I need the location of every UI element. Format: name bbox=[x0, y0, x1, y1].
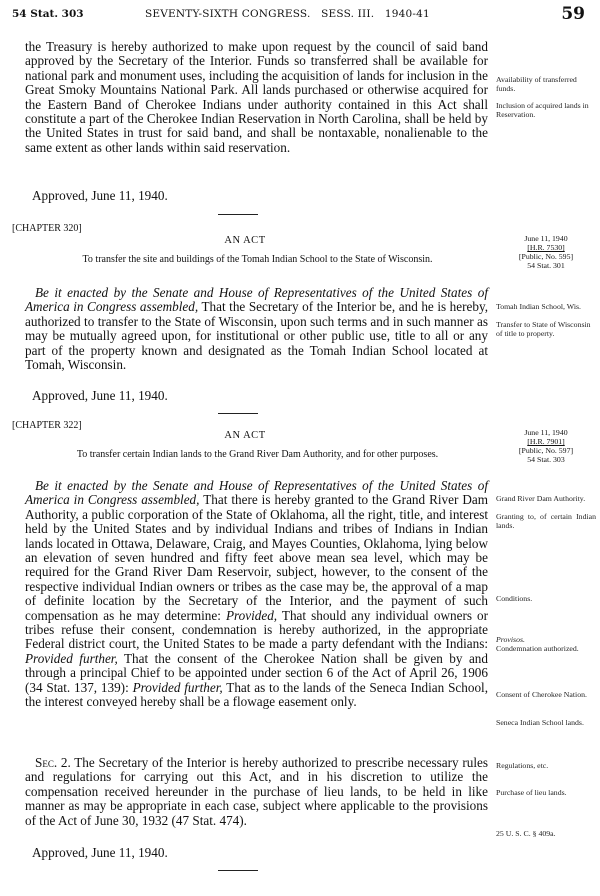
proviso-provided: Provided, bbox=[225, 607, 278, 623]
chapter-320-date: June 11, 1940 bbox=[524, 234, 568, 243]
chapter-322-an-act: AN ACT bbox=[224, 430, 266, 441]
chapter-320-title: To transfer the site and buildings of the Tomah Indian School to the State of Wisconsin. bbox=[82, 254, 433, 265]
chapter-320-label: [CHAPTER 320] bbox=[12, 223, 82, 234]
margin-note-provisos: Provisos. bbox=[496, 635, 525, 644]
chapter-322-body bbox=[25, 479, 488, 710]
approved-line-1: Approved, June 11, 1940. bbox=[32, 188, 168, 203]
margin-note-availability: Availability of transferred funds. bbox=[496, 75, 577, 93]
margin-note-inclusion: Inclusion of acquired lands in Reservation. bbox=[496, 101, 589, 119]
section-2-body bbox=[25, 756, 488, 828]
approved-line-2: Approved, June 11, 1940. bbox=[32, 388, 168, 403]
section-divider bbox=[218, 214, 258, 215]
chapter-320-enacting-clause: Be it enacted by the Senate and House of Representatives of the United States of America in Congress assembled, bbox=[25, 285, 488, 315]
approved-line-3: Approved, June 11, 1940. bbox=[32, 845, 168, 860]
chapter-322-text-c: That the consent of the Cherokee Nation shall be given by and through a principal Chief to be appointed under section 6 of the Act of April 26, 1906 (34 Stat. 137, 139): bbox=[25, 650, 488, 695]
chapter-322-stat: 54 Stat. 303 bbox=[527, 455, 565, 464]
section-2-text: The Secretary of the Interior is hereby authorized to prescribe necessary rules and regulations for carrying out this Act, and in his discretion to utilize the compensation received hereunder in the purchase of lieu lands, to be held in like manner as may be appropriate in each case, subject where applicable to the provisions of the Act of June 30, 1932 (47 Stat. 474). bbox=[25, 755, 489, 828]
chapter-322-text-b: That should any individual owners or tribes refuse their consent, condemnation is hereby authorized, in the appropriate Federal district court, the United States to be made a party defendant with the Indians: bbox=[25, 607, 488, 652]
chapter-320-stat: 54 Stat. 301 bbox=[527, 261, 565, 270]
chapter-320-bill: [H.R. 7530] bbox=[527, 243, 565, 252]
section-continuation-text: the Treasury is hereby authorized to make upon request by the council of said band approved by the Secretary of the Interior. Funds so transferred shall be available for national park and monument uses, including the acquisition of lands for inclusion in the Great Smoky Mountains National Park. All lands purchased or otherwise acquired for the Eastern Band of Cherokee Indians under authority contained in this Act shall constitute a part of the Cherokee Indian Reservation in North Carolina, shall be held by the United States in trust for said band, and shall be nontaxable, nonalienable to the same extent as other lands within said reservation. bbox=[25, 39, 488, 155]
chapter-322-date: June 11, 1940 bbox=[524, 428, 568, 437]
chapter-322-title: To transfer certain Indian lands to the Grand River Dam Authority, and for other purposes. bbox=[76, 449, 439, 460]
margin-note-condemnation: Condemnation authorized. bbox=[496, 644, 579, 653]
margin-note-regulations: Regulations, etc. bbox=[496, 761, 549, 770]
margin-note-usc: 25 U. S. C. § 409a. bbox=[496, 829, 556, 838]
page-number: 59 bbox=[561, 4, 585, 24]
chapter-divider bbox=[218, 413, 258, 414]
chapter-322-text-d: That as to the lands of the Seneca Indian School, the interest conveyed hereby shall be a flowage easement only. bbox=[25, 679, 488, 710]
chapter-320-text: That the Secretary of the Interior be, and he is hereby, authorized to transfer to the State of Wisconsin, upon such terms and in such manner as may be mutually agreed upon, for institutional or other public use, title to all or any part of the property known and designated as the Tomah Indian School located at Tomah, Wisconsin. bbox=[25, 299, 488, 373]
chapter-322-label: [CHAPTER 322] bbox=[12, 420, 82, 431]
chapter-320-an-act: AN ACT bbox=[224, 235, 266, 246]
margin-note-cherokee: Consent of Cherokee Nation. bbox=[496, 690, 587, 699]
proviso-further-2: Provided further, bbox=[132, 679, 223, 695]
running-head-citation: 54 Stat. 303 bbox=[12, 8, 84, 20]
margin-note-transfer: Transfer to State of Wisconsin of title to property. bbox=[496, 320, 591, 338]
chapter-322-enacting-clause: Be it enacted by the Senate and House of Representatives of the United States of America in Congress assembled, bbox=[25, 478, 488, 508]
margin-note-tomah: Tomah Indian School, Wis. bbox=[496, 302, 581, 311]
margin-note-purchase: Purchase of lieu lands. bbox=[496, 788, 567, 797]
chapter-320-body bbox=[25, 286, 488, 372]
chapter-322-bill: [H.R. 7901] bbox=[527, 437, 565, 446]
running-head-title: SEVENTY-SIXTH CONGRESS. SESS. III. 1940-41 bbox=[145, 8, 430, 20]
chapter-322-sidenote-block bbox=[496, 428, 596, 464]
margin-note-seneca: Seneca Indian School lands. bbox=[496, 718, 584, 727]
section-2-label: Sec. 2. bbox=[35, 755, 71, 770]
margin-note-conditions: Conditions. bbox=[496, 594, 533, 603]
chapter-322-public-law: [Public, No. 597] bbox=[518, 446, 574, 455]
end-divider bbox=[218, 870, 258, 871]
chapter-320-sidenote-block bbox=[496, 234, 596, 270]
margin-note-granting: Granting to, of certain Indian lands. bbox=[496, 512, 596, 530]
margin-note-grand-river: Grand River Dam Authority. bbox=[496, 494, 586, 503]
chapter-322-text-a: That there is hereby granted to the Grand River Dam Authority, a public corporation of the State of Oklahoma, all the right, title, and interest held by the United States and by individual Indians and tribes of Indians in Indian lands located in Ottawa, Delaware, Craig, and Mayes Counties, Oklahoma, lying below an elevation of seven hundred and fifty feet above mean sea level, which may be required for the Grand River Dam Reservoir, subject, however, to the consent of the respective individual Indian owners or tribes as the case may be, the approval of a map of definite location by the Secretary of the Interior, and the payment of such compensation as he may determine: bbox=[25, 492, 488, 623]
proviso-further-1: Provided further, bbox=[25, 650, 118, 666]
chapter-320-public-law: [Public, No. 595] bbox=[518, 252, 574, 261]
